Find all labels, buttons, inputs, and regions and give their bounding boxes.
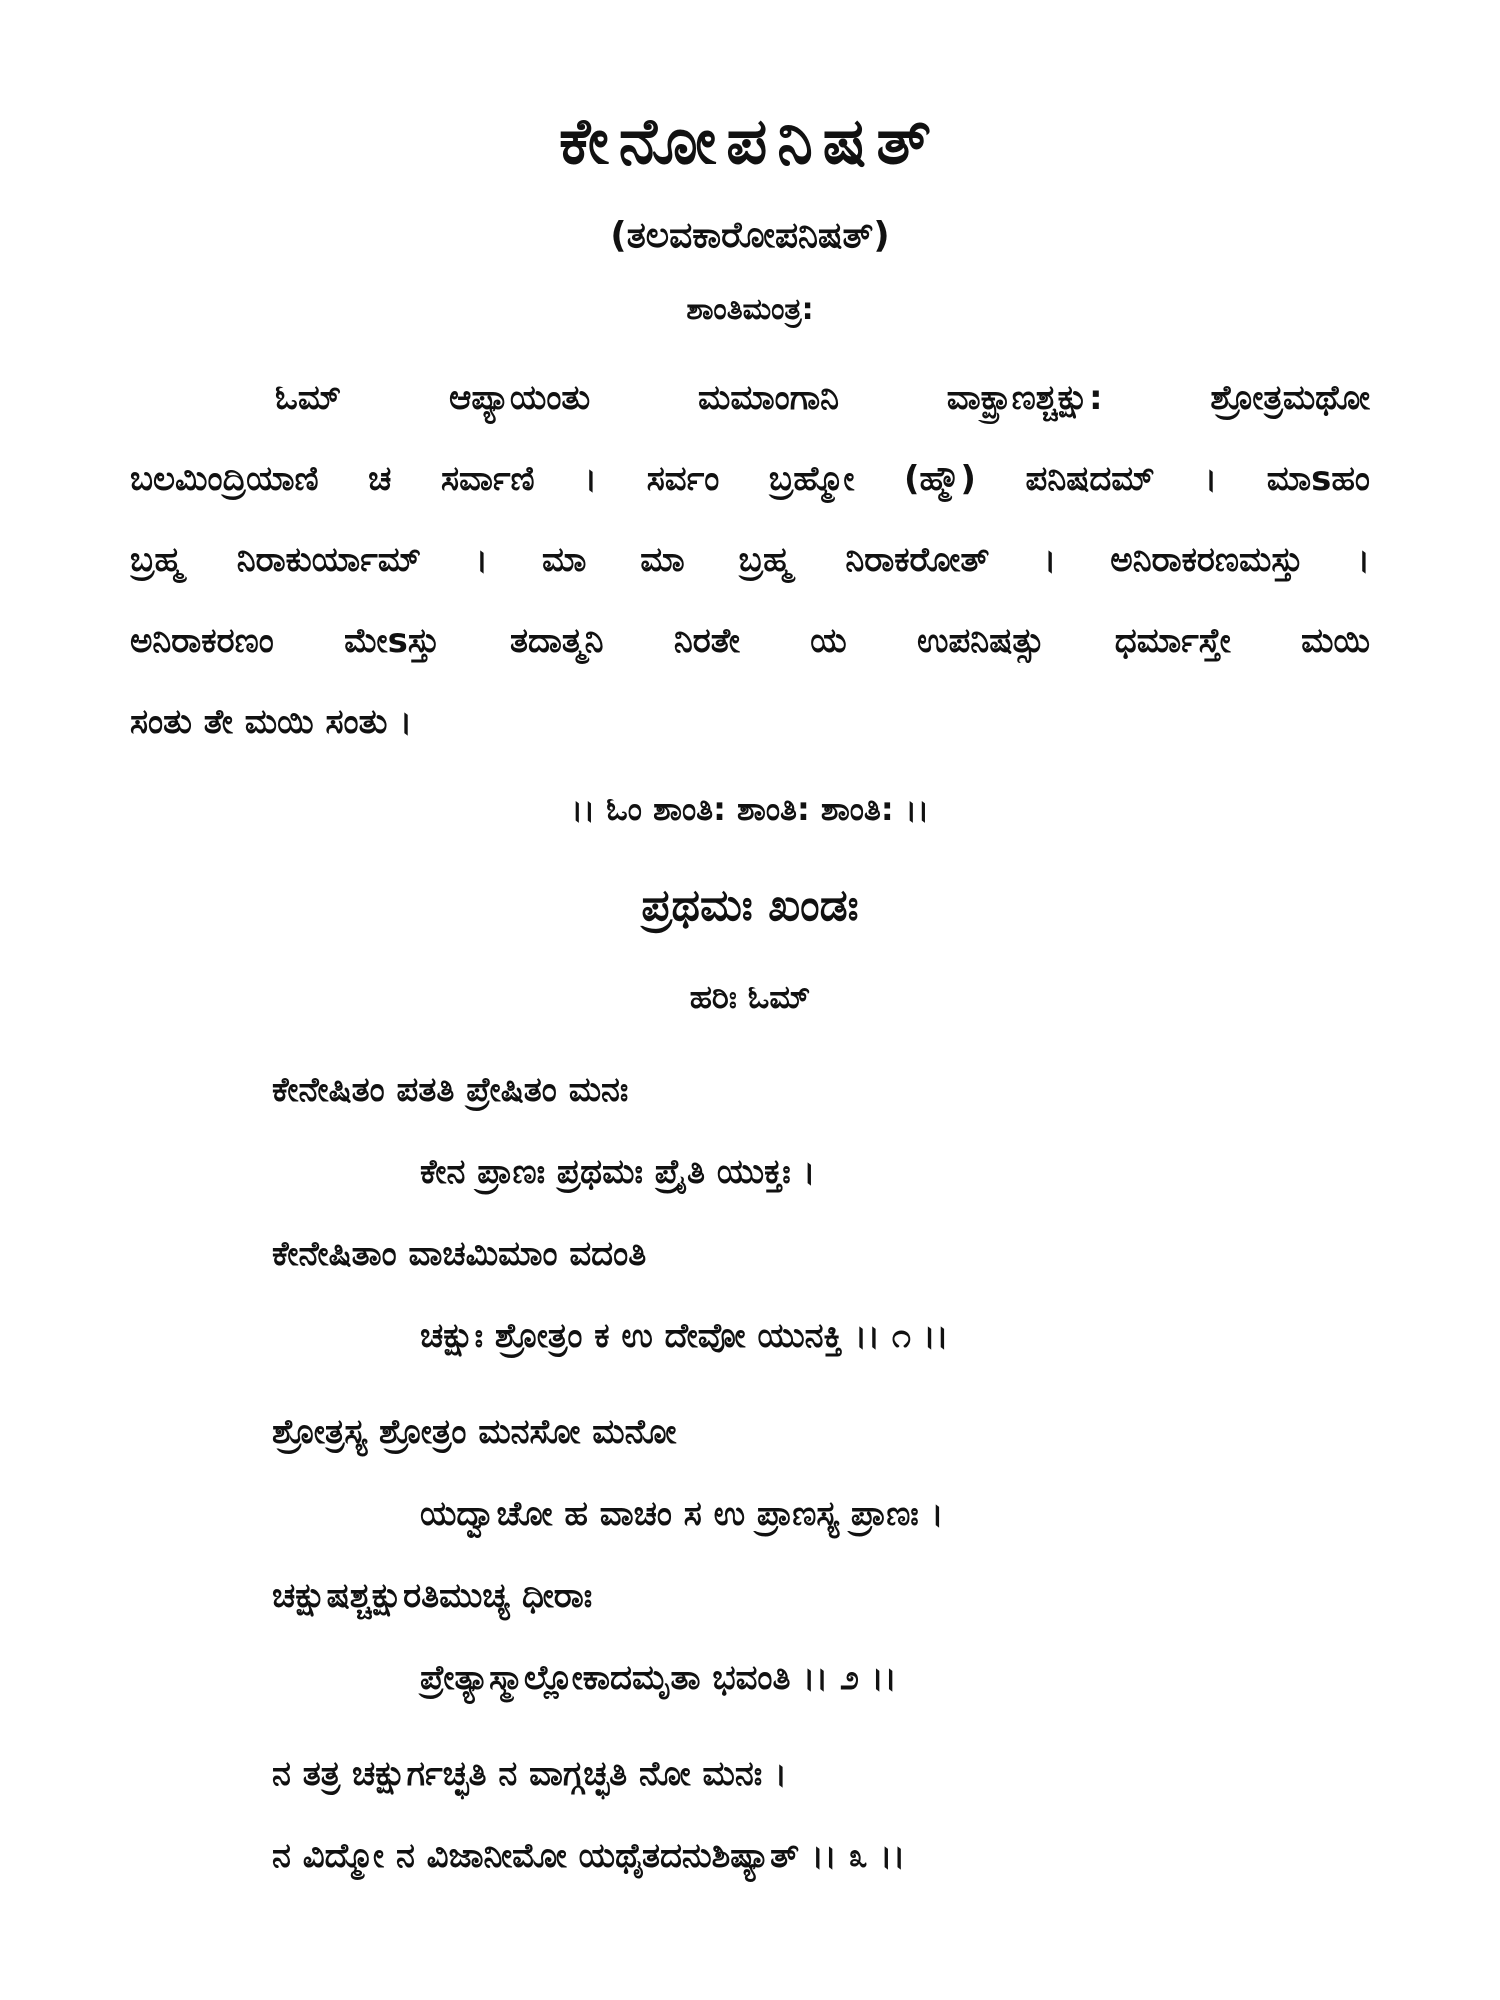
shanti-closing: ।। ಓಂ ಶಾಂತಿ: ಶಾಂತಿ: ಶಾಂತಿ: ।। xyxy=(570,790,930,828)
verse-line: ಯದ್ವಾಚೋ ಹ ವಾಚಂ ಸ ಉ ಪ್ರಾಣಸ್ಯ ಪ್ರಾಣಃ । xyxy=(420,1494,944,1534)
shanti-line: ಸಂತು ತೇ ಮಯಿ ಸಂತು । xyxy=(130,702,413,742)
verse-line: ಪ್ರೇತ್ಯಾಸ್ಮಾಲ್ಲೋಕಾದಮೃತಾ ಭವಂತಿ ।। ೨ ।। xyxy=(420,1658,897,1698)
verse-line: ನ ವಿದ್ಮೋ ನ ವಿಜಾನೀಮೋ ಯಥೈತದನುಶಿಷ್ಯಾತ್ ।। ೩ ।। xyxy=(272,1836,906,1876)
shanti-line: ಬ್ರಹ್ಮ ನಿರಾಕುರ್ಯಾಮ್ । ಮಾ ಮಾ ಬ್ರಹ್ಮ ನಿರಾಕರೋತ್ । ಅನಿರಾಕರಣಮಸ್ತು । xyxy=(130,540,1370,580)
verse-line: ಚಕ್ಷುಃ ಶ್ರೋತ್ರಂ ಕ ಉ ದೇವೋ ಯುನಕ್ತಿ ।। ೧ ।। xyxy=(420,1316,949,1356)
verse-line: ಶ್ರೋತ್ರಸ್ಯ ಶ್ರೋತ್ರಂ ಮನಸೋ ಮನೋ xyxy=(272,1412,677,1452)
page-title: ಕೇನೋಪನಿಷತ್ xyxy=(559,105,941,179)
shanti-mantra-heading: ಶಾಂತಿಮಂತ್ರ: xyxy=(686,292,814,327)
shanti-mantra-paragraph xyxy=(130,358,1370,763)
verse-line: ಕೇನೇಷಿತಾಂ ವಾಚಮಿಮಾಂ ವದಂತಿ xyxy=(272,1234,647,1274)
section-heading: ಪ್ರಥಮಃ ಖಂಡಃ xyxy=(641,880,859,931)
verse-line: ಚಕ್ಷುಷಶ್ಚಕ್ಷುರತಿಮುಚ್ಯ ಧೀರಾಃ xyxy=(272,1576,593,1616)
shanti-line: ಬಲಮಿಂದ್ರಿಯಾಣಿ ಚ ಸರ್ವಾಣಿ । ಸರ್ವಂ ಬ್ರಹ್ಮೋ (ಹ್ಮೌ) ಪನಿಷದಮ್ । ಮಾsಹಂ xyxy=(130,459,1370,499)
page-subtitle: (ತಲವಕಾರೋಪನಿಷತ್) xyxy=(610,215,890,256)
verse-line: ನ ತತ್ರ ಚಕ್ಷುರ್ಗಚ್ಛತಿ ನ ವಾಗ್ಗಚ್ಛತಿ ನೋ ಮನಃ । xyxy=(272,1754,787,1794)
shanti-line: ಅನಿರಾಕರಣಂ ಮೇsಸ್ತು ತದಾತ್ಮನಿ ನಿರತೇ ಯ ಉಪನಿಷತ್ಸು ಧರ್ಮಾಸ್ತೇ ಮಯಿ xyxy=(130,621,1370,661)
invocation: ಹರಿಃ ಓಮ್ xyxy=(689,978,811,1016)
verse-line: ಕೇನ ಪ್ರಾಣಃ ಪ್ರಥಮಃ ಪ್ರೈತಿ ಯುಕ್ತಃ । xyxy=(420,1152,816,1192)
shanti-line: ಓಮ್ ಆಪ್ಯಾಯಂತು ಮಮಾಂಗಾನಿ ವಾಕ್ಪ್ರಾಣಶ್ಚಕ್ಷು: ಶ್ರೋತ್ರಮಥೋ xyxy=(275,378,1370,418)
verse-line: ಕೇನೇಷಿತಂ ಪತತಿ ಪ್ರೇಷಿತಂ ಮನಃ xyxy=(272,1070,629,1110)
